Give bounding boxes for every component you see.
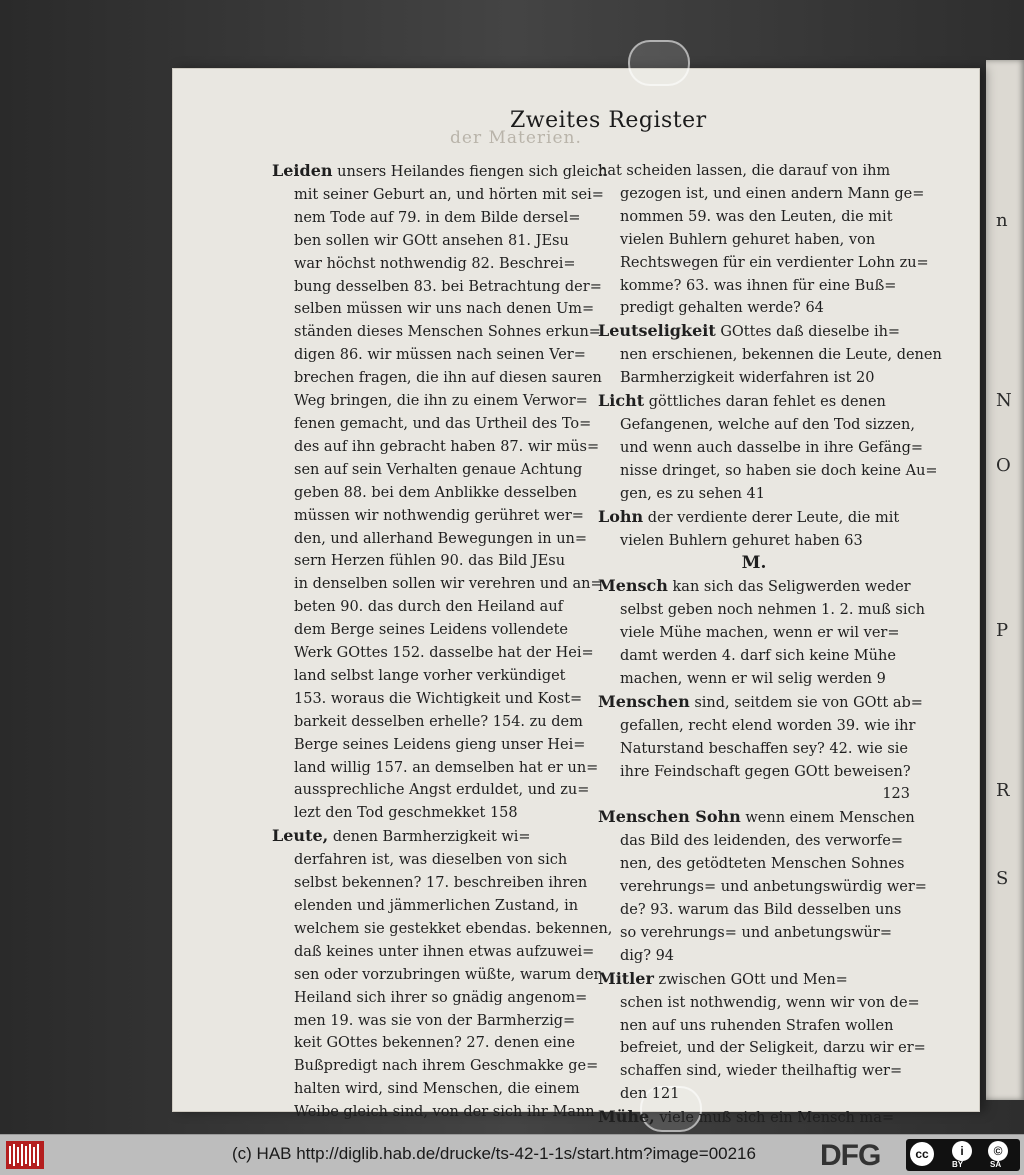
entry-line: Naturstand beschaffen sey? 42. wie sie bbox=[620, 740, 908, 757]
entry-headword: Mensch bbox=[598, 576, 668, 596]
entry-line: predigt gehalten werde? 64 bbox=[620, 300, 824, 317]
next-page-fragment: n bbox=[996, 210, 1008, 231]
entry-line: machen, wenn er wil selig werden 9 bbox=[620, 670, 886, 687]
entry-first-line bbox=[598, 806, 915, 830]
entry-line: nen auf uns ruhenden Strafen wollen bbox=[620, 1017, 894, 1034]
entry-headword: Lohn bbox=[598, 506, 644, 526]
entry-line: men 19. was sie von der Barmherzig= bbox=[294, 1012, 576, 1029]
entry-line: halten wird, sind Menschen, die einem bbox=[294, 1081, 580, 1098]
entry-line: sen oder vorzubringen wüßte, warum der bbox=[294, 966, 601, 983]
index-entry bbox=[598, 575, 925, 691]
entry-line: ihre Feindschaft gegen GOtt beweisen? bbox=[620, 763, 911, 780]
sa-icon: © bbox=[988, 1141, 1008, 1161]
entry-headword: Leute, bbox=[272, 826, 329, 846]
entry-line: Weibe gleich sind, von der sich ihr Mann bbox=[294, 1104, 595, 1121]
entry-line: gen, es zu sehen 41 bbox=[620, 485, 765, 502]
entry-first-line bbox=[598, 506, 910, 530]
entry-line: so verehrungs= und anbetungswür= bbox=[620, 924, 892, 941]
entry-line: nisse dringet, so haben sie doch keine Au= bbox=[620, 462, 938, 479]
entry-headword: Licht bbox=[598, 391, 645, 411]
entry-first-line bbox=[598, 968, 910, 992]
entry-headword: Leiden bbox=[272, 161, 333, 180]
entry-line: derfahren ist, was dieselben von sich bbox=[294, 852, 568, 869]
entry-line: damt werden 4. darf sich keine Mühe bbox=[620, 648, 896, 665]
cc-icon: cc bbox=[910, 1142, 934, 1166]
entry-first-line bbox=[598, 320, 910, 344]
entry-line: gezogen ist, und einen andern Mann ge= bbox=[620, 185, 925, 202]
entry-first-line bbox=[598, 390, 910, 414]
entry-line: aussprechliche Angst erduldet, und zu= bbox=[294, 782, 590, 799]
index-entry bbox=[598, 506, 910, 553]
entry-line: und wenn auch dasselbe in ihre Gefäng= bbox=[620, 439, 924, 456]
next-page-fragment: R bbox=[996, 780, 1010, 801]
entry-line: ben sollen wir GOtt ansehen 81. JEsu bbox=[294, 232, 569, 249]
entry-line: 123 bbox=[882, 786, 910, 803]
entry-line: elenden und jämmerlichen Zustand, in bbox=[294, 898, 579, 914]
entry-line: Weg bringen, die ihn zu einem Verwor= bbox=[294, 393, 588, 410]
by-label: BY bbox=[952, 1160, 964, 1169]
entry-line: komme? 63. was ihnen für eine Buß= bbox=[620, 277, 897, 294]
entry-text: wenn einem Menschen bbox=[745, 810, 915, 827]
index-entry bbox=[598, 806, 927, 967]
entry-line: bung desselben 83. bei Betrachtung der= bbox=[294, 278, 602, 295]
entry-text: denen Barmherzigkeit wi= bbox=[332, 829, 531, 846]
index-entry bbox=[598, 320, 942, 390]
entry-line: digen 86. wir müssen nach seinen Ver= bbox=[294, 347, 586, 364]
entry-headword: Mitler bbox=[598, 968, 654, 988]
index-entry bbox=[272, 160, 608, 825]
entry-text: kan sich das Seligwerden weder bbox=[672, 579, 911, 596]
next-page-fragment: O bbox=[996, 455, 1011, 476]
entry-line: befreiet, und der Seligkeit, darzu wir er= bbox=[620, 1040, 926, 1057]
entry-line: des auf ihn gebracht haben 87. wir müs= bbox=[294, 438, 600, 455]
section-letter: M. bbox=[741, 553, 767, 574]
entry-line: 153. woraus die Wichtigkeit und Kost= bbox=[294, 690, 583, 707]
entry-line: beten 90. das durch den Heiland auf bbox=[294, 599, 564, 616]
entry-line: vielen Buhlern gehuret haben, von bbox=[620, 231, 876, 248]
index-entry bbox=[598, 1106, 910, 1134]
entry-line: nen, des getödteten Menschen Sohnes bbox=[620, 856, 905, 873]
entry-line: Rechtswegen für ein verdienter Lohn zu= bbox=[620, 254, 929, 271]
next-page-fragment: P bbox=[996, 620, 1009, 641]
entry-headword: Menschen Sohn bbox=[598, 807, 741, 827]
entry-line: hat scheiden lassen, die darauf von ihm bbox=[598, 163, 891, 179]
entry-line: sen auf sein Verhalten genaue Achtung bbox=[294, 461, 583, 478]
entry-line: fenen gemacht, und das Urtheil des To= bbox=[294, 415, 592, 432]
entry-line: dem Berge seines Leidens vollendete bbox=[294, 622, 568, 639]
entry-line: den, und allerhand Bewegungen in un= bbox=[294, 530, 588, 547]
entry-line: gefallen, recht elend worden 39. wie ihr bbox=[620, 717, 916, 734]
entry-text: GOttes daß dieselbe ih= bbox=[720, 324, 901, 341]
index-entry bbox=[598, 968, 926, 1106]
entry-line: das Bild des leidenden, des verworfe= bbox=[620, 833, 903, 850]
entry-text: sind, seitdem sie von GOtt ab= bbox=[694, 694, 923, 711]
entry-line: mit seiner Geburt an, und hörten mit sei= bbox=[294, 186, 604, 203]
entry-line: verehrungs= und anbetungswürdig wer= bbox=[620, 879, 927, 896]
entry-line: viele Mühe machen, wenn er wil ver= bbox=[620, 625, 900, 642]
entry-text: viele muß sich ein Mensch ma= bbox=[659, 1110, 895, 1127]
entry-line: Berge seines Leidens gieng unser Hei= bbox=[294, 736, 586, 753]
entry-line: nem Tode auf 79. in dem Bilde dersel= bbox=[294, 209, 581, 226]
right-column bbox=[598, 160, 942, 1134]
entry-text: unsers Heilandes fiengen sich gleich bbox=[337, 164, 608, 180]
entry-line: selben müssen wir uns nach denen Um= bbox=[294, 301, 595, 318]
entry-line: land selbst lange vorher verkündiget bbox=[294, 667, 566, 684]
entry-line: vielen Buhlern gehuret haben 63 bbox=[620, 532, 863, 549]
entry-text: der verdiente derer Leute, die mit bbox=[647, 509, 900, 526]
entry-line: nommen 59. was den Leuten, die mit bbox=[620, 208, 893, 225]
entry-line: ständen dieses Menschen Sohnes erkun= bbox=[294, 324, 601, 341]
hab-logo-icon bbox=[6, 1141, 44, 1169]
copyright-link[interactable]: (c) HAB http://diglib.hab.de/drucke/ts-42-1-1s/start.htm?image=00216 bbox=[232, 1144, 756, 1163]
entry-line: schaffen sind, wieder theilhaftig wer= bbox=[620, 1063, 903, 1080]
entry-line: welchem sie gestekket ebendas. bekennen, bbox=[294, 920, 613, 937]
entry-line: Heiland sich ihrer so gnädig angenom= bbox=[294, 989, 588, 1006]
page-clip bbox=[628, 40, 690, 86]
entry-first-line bbox=[272, 825, 590, 849]
entry-line: sern Herzen fühlen 90. das Bild JEsu bbox=[294, 553, 566, 570]
entry-line: lezt den Tod geschmekket 158 bbox=[294, 805, 518, 822]
bleed-through-text: der Materien. bbox=[450, 128, 582, 148]
index-entry bbox=[598, 691, 923, 807]
entry-headword: Leutseligkeit bbox=[598, 321, 716, 341]
entry-first-line bbox=[272, 160, 608, 184]
entry-line: müssen wir nothwendig gerühret wer= bbox=[294, 507, 584, 524]
entry-line: Werk GOttes 152. dasselbe hat der Hei= bbox=[294, 645, 594, 662]
entry-text: zwischen GOtt und Men= bbox=[658, 971, 848, 988]
entry-line: brechen fragen, die ihn auf diesen sauren bbox=[294, 370, 602, 387]
footer-bar bbox=[0, 1134, 1024, 1175]
entry-first-line bbox=[598, 1106, 910, 1130]
entry-headword: Mühe, bbox=[598, 1107, 655, 1127]
left-column bbox=[272, 160, 613, 1124]
cc-license-badge[interactable] bbox=[906, 1139, 1020, 1171]
entry-line: keit GOttes bekennen? 27. denen eine bbox=[294, 1035, 575, 1052]
entry-line: Bußpredigt nach ihrem Geschmakke ge= bbox=[294, 1058, 599, 1075]
entry-line: land willig 157. an demselben hat er un= bbox=[294, 759, 599, 776]
entry-first-line bbox=[598, 575, 910, 599]
entry-line: selbst bekennen? 17. beschreiben ihren bbox=[294, 875, 588, 892]
dfg-logo: DFG bbox=[820, 1139, 881, 1172]
entry-line: in denselben sollen wir verehren und an= bbox=[294, 576, 603, 593]
next-page-fragment: S bbox=[996, 868, 1009, 889]
entry-line: Gefangenen, welche auf den Tod sizzen, bbox=[620, 416, 915, 433]
entry-text: göttliches daran fehlet es denen bbox=[648, 394, 886, 411]
entry-line: den 121 bbox=[620, 1086, 680, 1103]
entry-line: daß keines unter ihnen etwas aufzuwei= bbox=[294, 943, 595, 960]
entry-line: dig? 94 bbox=[620, 947, 675, 964]
index-entry bbox=[598, 160, 929, 320]
entry-line: nen erschienen, bekennen die Leute, denen bbox=[620, 347, 942, 364]
sa-label: SA bbox=[990, 1160, 1002, 1169]
next-page-fragment: N bbox=[996, 390, 1012, 411]
entry-headword: Menschen bbox=[598, 691, 690, 711]
entry-first-line bbox=[598, 691, 923, 715]
index-entry bbox=[598, 390, 938, 506]
by-icon: i bbox=[952, 1141, 972, 1161]
entry-line: barkeit desselben erhelle? 154. zu dem bbox=[294, 713, 583, 730]
entry-line: selbst geben noch nehmen 1. 2. muß sich bbox=[620, 602, 925, 619]
entry-line: geben 88. bei dem Anblikke desselben bbox=[294, 484, 577, 501]
index-entry bbox=[272, 825, 613, 1124]
entry-line: de? 93. warum das Bild desselben uns bbox=[620, 902, 902, 918]
adjacent-page-edge bbox=[986, 60, 1024, 1100]
page-header: Zweites Register bbox=[510, 108, 707, 133]
entry-line: Barmherzigkeit widerfahren ist 20 bbox=[620, 370, 875, 387]
entry-line: schen ist nothwendig, wenn wir von de= bbox=[620, 994, 920, 1011]
entry-line: war höchst nothwendig 82. Beschrei= bbox=[294, 255, 576, 272]
